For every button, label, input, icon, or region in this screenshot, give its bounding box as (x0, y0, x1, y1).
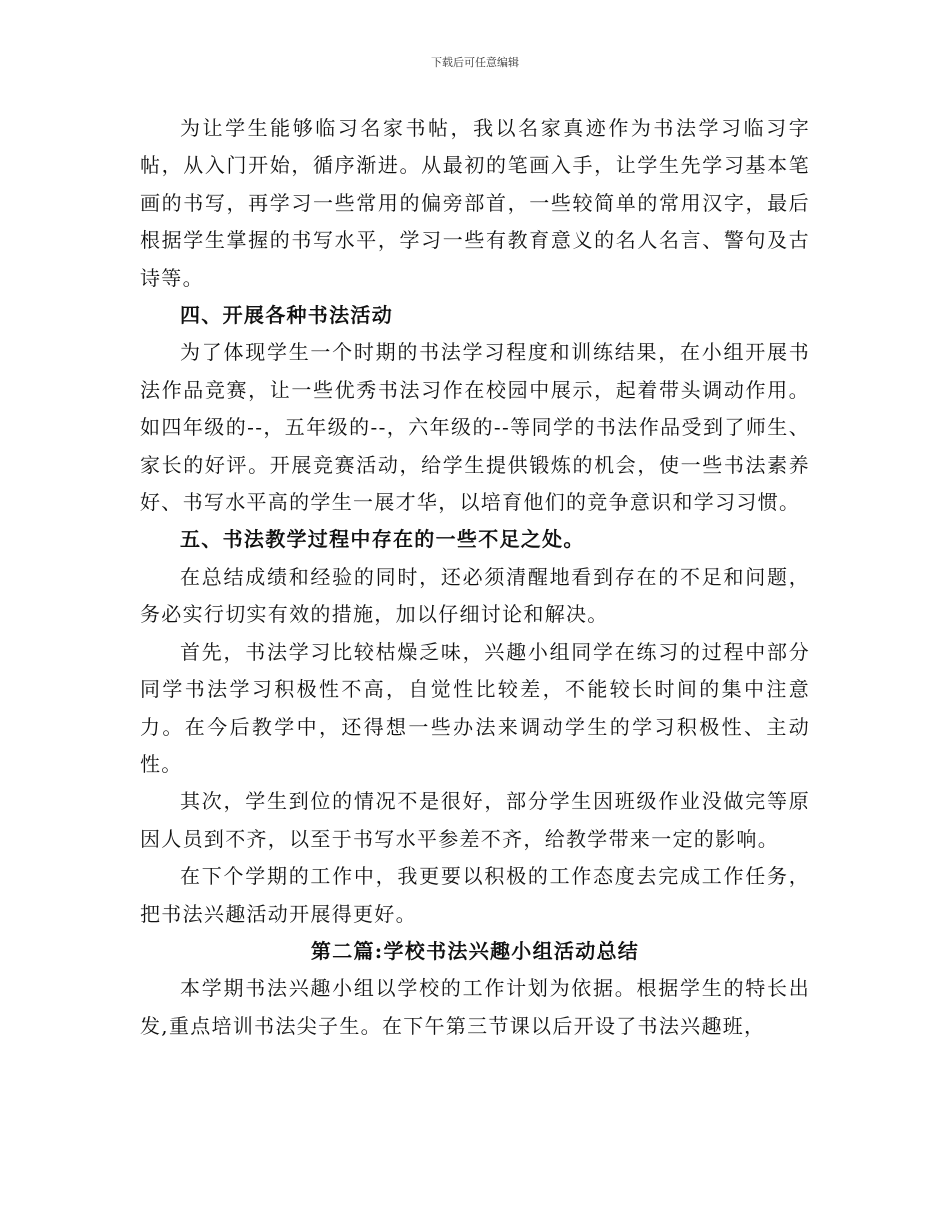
section-heading-shortcomings: 五、书法教学过程中存在的一些不足之处。 (180, 527, 585, 552)
article-title-second: 第二篇:学校书法兴趣小组活动总结 (310, 938, 640, 963)
paragraph-next-semester: 在下个学期的工作中，我更要以积极的工作态度去完成工作任务，把书法兴趣活动开展得更好。 (140, 864, 810, 926)
section-heading-activities: 四、开展各种书法活动 (180, 303, 393, 328)
page-header: 下载后可任意编辑 (431, 56, 519, 69)
paragraph-second-issue: 其次，学生到位的情况不是很好，部分学生因班级作业没做完等原因人员到不齐，以至于书写水平参差不齐，给教学带来一定的影响。 (140, 789, 810, 851)
paragraph-first-issue: 首先，书法学习比较枯燥乏味，兴趣小组同学在练习的过程中部分同学书法学习积极性不高，自觉性比较差，不能较长时间的集中注意力。在今后教学中，还得想一些办法来调动学生的学习积极性、主动性。 (140, 639, 810, 776)
paragraph-copybook-practice: 为让学生能够临习名家书帖，我以名家真迹作为书法学习临习字帖，从入门开始，循序渐进。从最初的笔画入手，让学生先学习基本笔画的书写，再学习一些常用的偏旁部首，一些较简单的常用汉字，最后根据学生掌握的书写水平，学习一些有教育意义的名人名言、警句及古诗等。 (140, 116, 810, 290)
document-body (140, 110, 810, 1045)
paragraph-competitions: 为了体现学生一个时期的书法学习程度和训练结果，在小组开展书法作品竞赛，让一些优秀书法习作在校园中展示，起着带头调动作用。如四年级的--，五年级的--，六年级的--等同学的书法作品受到了师生、家长的好评。开展竞赛活动，给学生提供锻炼的机会，使一些书法素养好、书写水平高的学生一展才华，以培育他们的竞争意识和学习习惯。 (140, 340, 810, 515)
paragraph-second-intro: 本学期书法兴趣小组以学校的工作计划为依据。根据学生的特长出发,重点培训书法尖子生。在下午第三节课以后开设了书法兴趣班， (140, 976, 810, 1038)
paragraph-summary-problems: 在总结成绩和经验的同时，还必须清醒地看到存在的不足和问题，务必实行切实有效的措施，加以仔细讨论和解决。 (140, 564, 810, 627)
